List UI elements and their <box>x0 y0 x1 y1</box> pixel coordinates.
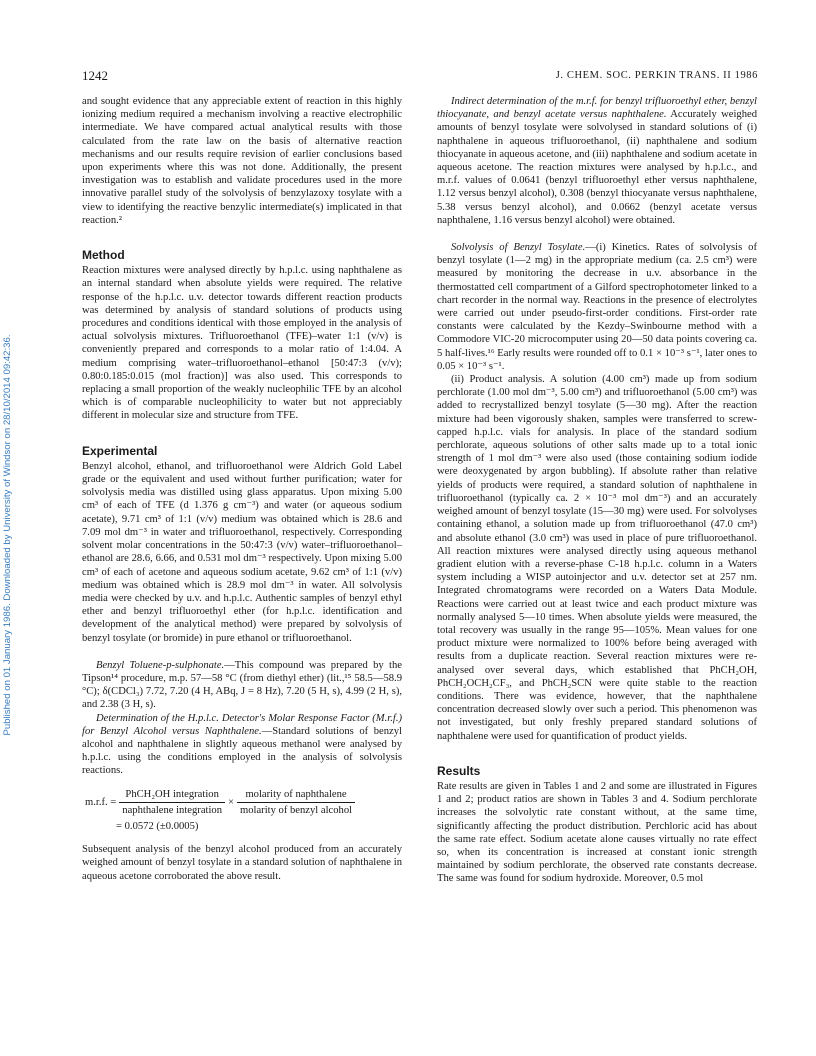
product-analysis-label: (ii) Product analysis. <box>451 374 545 386</box>
tosylate-paragraph <box>82 659 402 712</box>
method-heading: Method <box>82 248 125 263</box>
kinetics-label: —(i) Kinetics. <box>585 242 650 254</box>
left-column <box>82 95 402 883</box>
after-equation-paragraph: Subsequent analysis of the benzyl alcohol produced from an accurately weighed amount of benzyl tosylate in a standard solution of naphthalene in aqueous acetone corroborated the above result. <box>82 844 402 882</box>
product-analysis-text: A solution (4.00 cm³) made up from sodium perchlorate (1.00 mol dm⁻³, 5.00 cm³) and trifluoroethanol (5.00 cm³) was added to recrystallized benzyl tosylate (5—30 mg). After the reaction mixture had been vigorously shaken, samples were transferred to screw-capped h.p.l.c. vials for analysis. In place of the standard sodium perchlorate, aqueous solutions of other salts made up to a total ionic strength of 1 mol dm⁻³ were also used (those containing sodium iodide were deoxygenated by argon bubbling). If absolute rather than relative yields of products were required, a standard solution of naphthalene in trifluoroethanol (typically ca. 2 × 10⁻³ mol dm⁻³) and an accurately weighed amount of benzyl tosylate (15—30 mg) were used. For solvolyses containing ethanol, a solution made up from trifluoroethanol (47.0 cm³) and absolute ethanol (3.0 cm³) was used in place of pure trifluoroethanol. All reaction mixtures were analysed directly using aqueous methanol gradient elution with a reverse-phase C-18 h.p.l.c. column in a Waters system including a WISP autoinjector and u.v. detector set at 257 nm. Integrated chromatograms were recorded on a Waters Data Module. Reactions were carried out at least twice and each product mixture was normally analysed 5—10 times. When absolute yields were measured, the total recovery was usually in the range 95—105%. Mean values for one product mixture were normalized to 100% before being averaged with results from a duplicate reaction. Several reaction mixtures were re-analysed over several days, which established that PhCH₂OH, PhCH₂OCH₂CF₃, and PhCH₂SCN were quite stable to the reaction conditions. There was evidence, however, that the naphthalene concentration decreased slowly over such a period. This phenomenon was not investigated, but only freshly prepared standard solutions of naphthalene were used for quantification of product yields. <box>437 374 757 742</box>
indirect-text: Accurately weighed amounts of benzyl tosylate were solvolysed in standard solutions of (i) naphthalene in aqueous trifluoroethanol, (ii) naphthalene and sodium thiocyanate in aqueous acetone, and (iii) naphthalene and sodium acetate in aqueous acetone. The reaction mixtures were analysed by h.p.l.c., and m.r.f. values of 0.0641 (benzyl trifluoroethyl ether versus naphthalene, 1.12 versus benzyl alcohol), 0.308 (benzyl thiocyanate versus naphthalene, 5.38 versus benzyl alcohol), and 0.0662 (benzyl acetate versus naphthalene, 1.16 versus benzyl alcohol) were obtained. <box>437 109 757 226</box>
experimental-heading: Experimental <box>82 443 158 458</box>
mrf-paragraph <box>82 712 402 778</box>
download-notice-text: Published on 01 January 1986. Downloaded by University of Windsor on 28/10/2014 09:42:36. <box>2 334 13 736</box>
equation-lhs: m.r.f. = <box>85 796 117 808</box>
equation-denominator-2: molarity of benzyl alcohol <box>240 804 353 816</box>
indirect-title: Indirect determination of the m.r.f. for benzyl trifluoroethyl ether, benzyl thiocyanate, and benzyl acetate versus naphthalene. <box>437 96 757 121</box>
results-paragraph: Rate results are given in Tables 1 and 2 and some are illustrated in Figures 1 and 2; product ratios are shown in Tables 3 and 4. Sodium perchlorate increases the solvolytic rate constant without, at the same time, significantly affecting the product distribution. Perchloric acid has about the same rate effect. Sodium acetate alone causes virtually no rate effect so, when its concentration is increased at constant ionic strength maintained by sodium perchlorate, the observed rate constants decrease. The same was found for sodium hydroxide. Moreover, 0.5 mol <box>437 780 757 885</box>
equation-numerator-1: PhCH₂OH integration <box>119 788 225 803</box>
right-column <box>437 95 757 886</box>
experimental-paragraph: Benzyl alcohol, ethanol, and trifluoroethanol were Aldrich Gold Label grade or the equivalent and used without further purification; water for solvolysis media was distilled using glass apparatus. Upon mixing 5.00 cm³ of each of TFE (d 1.376 g cm⁻³) and water (or aqueous sodium acetate), 9.71 cm³ of 1:1 (v/v) medium was obtained which is 28.6 and 7.09 mol dm⁻³ in water and trifluoroethanol, respectively. Corresponding solvent molar concentrations in the 50:47:3 (v/v) water–trifluoroethanol–ethanol are 28.6, 6.66, and 0.531 mol dm⁻³ respectively. Upon mixing 5.00 cm³ of each of acetone and aqueous sodium acetate, 9.62 cm³ of 1:1 (v/v) medium was obtained which is 28.9 mol dm⁻³ in water. All solvolysis media were checked by u.v. and h.p.l.c. Authentic samples of benzyl ethyl ether and benzyl trifluoroethyl ether (for h.p.l.c. identification and development of the analytical method) were prepared by solvolysis of benzyl tosylate (or bromide) in pure ethanol or trifluoroethanol. <box>82 460 402 644</box>
journal-header: J. CHEM. SOC. PERKIN TRANS. II 1986 <box>555 70 758 81</box>
equation-denominator-1: naphthalene integration <box>122 804 223 816</box>
page-number: 1242 <box>82 68 108 83</box>
equation-times: × <box>228 796 234 808</box>
indirect-paragraph <box>437 95 757 227</box>
method-paragraph: Reaction mixtures were analysed directly by h.p.l.c. using naphthalene as an internal standard when absolute yields were required. The relative response of the h.p.l.c. u.v. detector towards different reaction products was determined by analysis of standard solutions of products using procedures and conditions identical with those employed in the analysis of actual solvolysis mixtures. Trifluoroethanol (TFE)–water 1:1 (v/v) is conveniently prepared and corresponds to a molar ratio of 1:4.04. A medium comprising water–trifluoroethanol–ethanol [50:47:3 (v/v); 0.80:0.185:0.015 (mol fraction)] was also used. This corresponds to replacing a small proportion of the weakly nucleophilic TFE by an alcohol which is of comparable nucleophilicity to water but not appreciably different in molecular size and structure from TFE. <box>82 265 402 422</box>
tosylate-title: Benzyl Toluene-p-sulphonate. <box>96 659 225 671</box>
intro-paragraph: and sought evidence that any appreciable extent of reaction in this highly ionizing medium required a mechanism involving a reactive electrophilic intermediate. We have compared actual analytical results with those calculated from the rate law on the basis of alternative reaction mechanisms and our results require revision of earlier conclusions based upon experiments where this was not done. Additionally, the present investigation was to establish and validate procedures used in the more innovative parallel study of the solvolysis of benzylazoxy tosylate with a view to identifying the reactive benzylic intermediate(s) implicated in that reaction.² <box>82 96 402 226</box>
download-notice-sidebar <box>2 150 20 920</box>
solvolysis-title: Solvolysis of Benzyl Tosylate. <box>451 242 586 254</box>
product-analysis-paragraph <box>437 373 757 743</box>
kinetics-paragraph <box>437 241 757 373</box>
kinetics-text: Rates of solvolysis of benzyl tosylate (1—2 mg) in the appropriate medium (ca. 2.5 cm³) were measured by monitoring the decrease in u.v. absorbance in the thermostatted cell compartment of a Gilford spectrophotometer linked to a chart recorder in the normal way. Reactions in the presence of electrolytes were carried out under pseudo-first-order conditions. First-order rate constants were calculated by the Kezdy–Swinbourne method with a Commodore VIC-20 microcomputer using 20—50 data points covering ca. 5 half-lives.¹⁶ Early results were rounded off to 0.1 × 10⁻³ s⁻¹, later ones to 0.05 × 10⁻³ s⁻¹. <box>437 242 757 372</box>
mrf-text: —Standard solutions of benzyl alcohol and naphthalene in slightly aqueous methanol were analysed by h.p.l.c. using the conditions employed in the analysis of solvolysis reactions. <box>82 725 402 777</box>
equation-numerator-2: molarity of naphthalene <box>237 788 355 803</box>
equation-value: = 0.0572 (±0.0005) <box>116 820 199 832</box>
results-heading: Results <box>437 763 481 778</box>
mrf-title: Determination of the H.p.l.c. Detector's Molar Response Factor (M.r.f.) for Benzyl Alcohol versus Naphthalene. <box>82 712 402 737</box>
tosylate-text: —This compound was prepared by the Tipson¹⁴ procedure, m.p. 57—58 °C (from diethyl ether) (lit.,¹⁵ 58.5—58.9 °C); δ(CDCl₃) 7.72, 7.20 (4 H, ABq, J = 8 Hz), 7.20 (5 H, s), 4.99 (2 H, s), and 2.38 (3 H, s). <box>82 659 402 711</box>
mrf-equation <box>82 788 402 834</box>
